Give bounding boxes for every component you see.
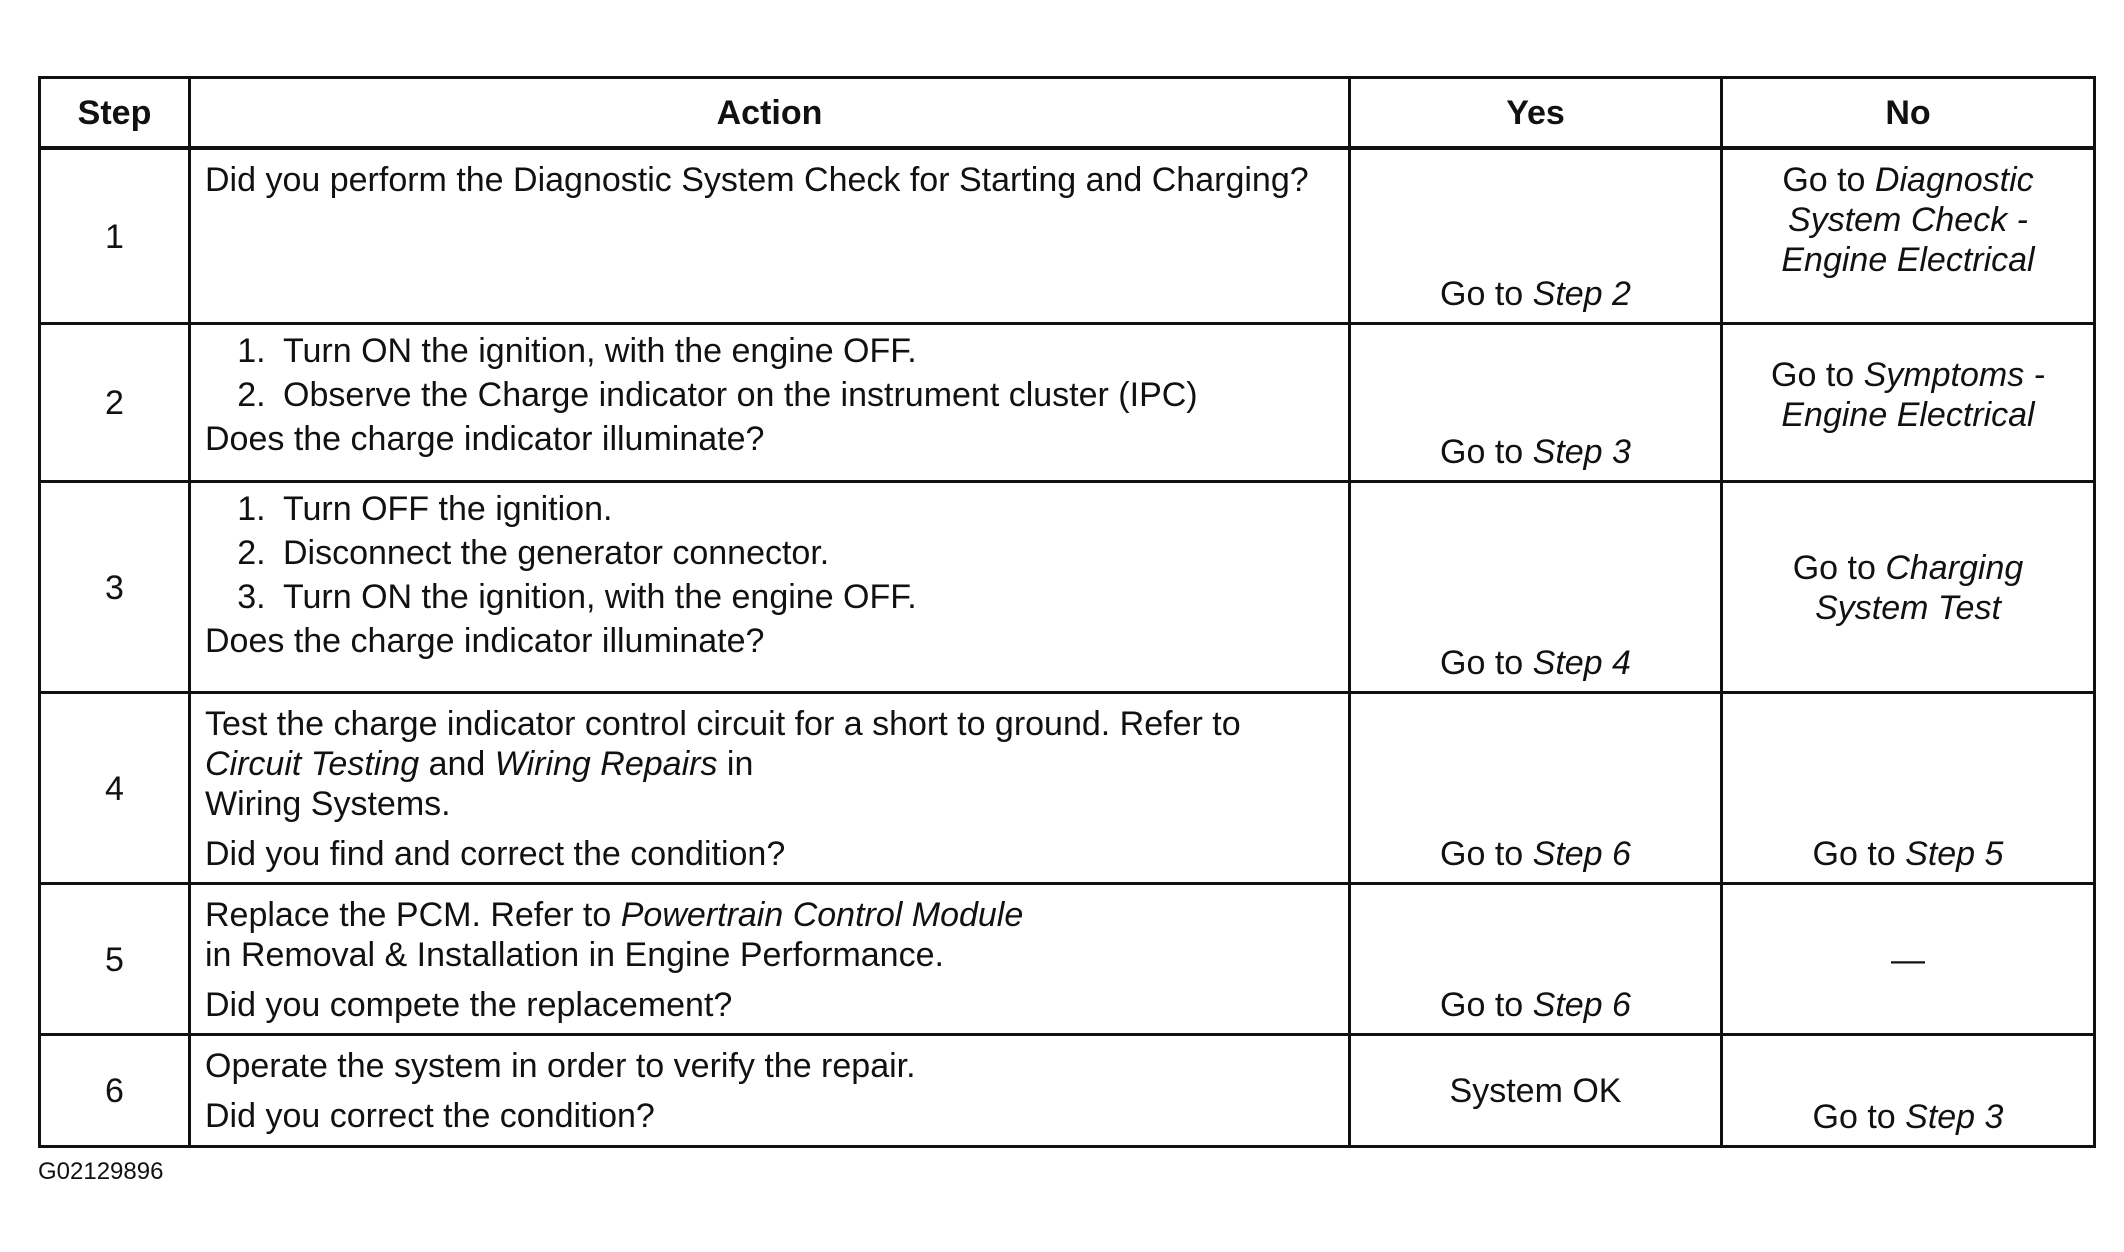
- action-text: Did you perform the Diagnostic System Check for Starting and Charging?: [205, 161, 1309, 199]
- yes-cell: [1350, 692, 1722, 883]
- yes-prefix: Go to: [1440, 643, 1533, 682]
- header-step: Step: [40, 78, 190, 149]
- action-cell: [190, 481, 1350, 692]
- no-cell: [1722, 481, 2095, 692]
- action-question: Did you compete the replacement?: [205, 985, 733, 1024]
- no-prefix: Go to: [1812, 834, 1906, 873]
- action-text: [205, 704, 1334, 824]
- action-substep: 1. Turn ON the ignition, with the engine OFF.: [275, 331, 1334, 371]
- no-cell: [1722, 692, 2095, 883]
- yes-cell: [1350, 323, 1722, 481]
- step-number: 5: [40, 883, 190, 1034]
- header-action: Action: [190, 78, 1350, 149]
- action-question: Does the charge indicator illuminate?: [205, 621, 765, 660]
- no-prefix: Go to: [1792, 548, 1886, 587]
- yes-step-link[interactable]: Step 4: [1532, 643, 1631, 682]
- action-substep: 3. Turn ON the ignition, with the engine OFF.: [275, 577, 1334, 617]
- action-cell: [190, 323, 1350, 481]
- yes-step-link[interactable]: Step 6: [1532, 834, 1631, 873]
- action-text-part: in Removal & Installation in Engine Performance.: [205, 935, 944, 974]
- action-text-part: Wiring Systems.: [205, 784, 451, 823]
- action-text-part: Replace the PCM. Refer to: [205, 895, 621, 934]
- action-steps: [205, 489, 1334, 617]
- no-dash: —: [1891, 940, 1925, 979]
- no-prefix: Go to: [1771, 355, 1864, 394]
- step-number: 1: [40, 148, 190, 323]
- action-substep: 1. Turn OFF the ignition.: [275, 489, 1334, 529]
- header-yes: Yes: [1350, 78, 1722, 149]
- table-row: [40, 323, 2095, 481]
- step-number: 4: [40, 692, 190, 883]
- table-row: [40, 1034, 2095, 1146]
- no-cell: [1722, 323, 2095, 481]
- no-step-link[interactable]: Step 5: [1905, 834, 2004, 873]
- action-steps: [205, 331, 1334, 415]
- action-text-part: in: [717, 744, 754, 783]
- yes-prefix: Go to: [1440, 274, 1533, 313]
- yes-prefix: Go to: [1440, 985, 1533, 1024]
- no-step-link[interactable]: Symptoms - Engine Electrical: [1781, 355, 2045, 434]
- yes-text: System OK: [1449, 1072, 1622, 1110]
- table-row: [40, 883, 2095, 1034]
- no-prefix: Go to: [1782, 161, 1875, 199]
- yes-cell: [1350, 148, 1722, 323]
- action-question: Does the charge indicator illuminate?: [205, 419, 765, 458]
- table-row: [40, 148, 2095, 323]
- step-number: 6: [40, 1034, 190, 1146]
- table-row: [40, 481, 2095, 692]
- step-number: 2: [40, 323, 190, 481]
- action-cell: [190, 148, 1350, 323]
- header-row: [40, 78, 2095, 149]
- action-text-part: Test the charge indicator control circuit for a short to ground. Refer to: [205, 704, 1241, 743]
- yes-prefix: Go to: [1440, 834, 1533, 873]
- wiring-repairs-link[interactable]: Wiring Repairs: [494, 744, 718, 783]
- action-cell: [190, 1034, 1350, 1146]
- table-row: [40, 692, 2095, 883]
- action-question: Did you find and correct the condition?: [205, 834, 786, 873]
- no-cell: [1722, 883, 2095, 1034]
- yes-step-link[interactable]: Step 2: [1532, 274, 1631, 313]
- action-substep: 2. Observe the Charge indicator on the instrument cluster (IPC): [275, 375, 1334, 415]
- powertrain-control-module-link[interactable]: Powertrain Control Module: [620, 895, 1024, 934]
- no-step-link[interactable]: Diagnostic System Check - Engine Electrical: [1781, 161, 2035, 279]
- no-cell: [1722, 1034, 2095, 1146]
- no-step-link[interactable]: Charging System Test: [1815, 548, 2024, 627]
- yes-cell: [1350, 883, 1722, 1034]
- yes-step-link[interactable]: Step 6: [1532, 985, 1631, 1024]
- yes-cell: [1350, 481, 1722, 692]
- figure-id: G02129896: [38, 1158, 164, 1185]
- action-substep: 2. Disconnect the generator connector.: [275, 533, 1334, 573]
- circuit-testing-link[interactable]: Circuit Testing: [205, 744, 420, 783]
- action-cell: [190, 692, 1350, 883]
- action-cell: [190, 883, 1350, 1034]
- yes-cell: [1350, 1034, 1722, 1146]
- step-number: 3: [40, 481, 190, 692]
- action-text: [205, 895, 1334, 975]
- diagnostic-table: [38, 76, 2096, 1148]
- action-text: Operate the system in order to verify the repair.: [205, 1046, 916, 1085]
- yes-step-link[interactable]: Step 3: [1532, 432, 1631, 471]
- header-no: No: [1722, 78, 2095, 149]
- no-step-link[interactable]: Step 3: [1905, 1097, 2004, 1136]
- action-text-part: and: [419, 744, 495, 783]
- action-question: Did you correct the condition?: [205, 1096, 655, 1135]
- no-cell: [1722, 148, 2095, 323]
- yes-prefix: Go to: [1440, 432, 1533, 471]
- no-prefix: Go to: [1812, 1097, 1906, 1136]
